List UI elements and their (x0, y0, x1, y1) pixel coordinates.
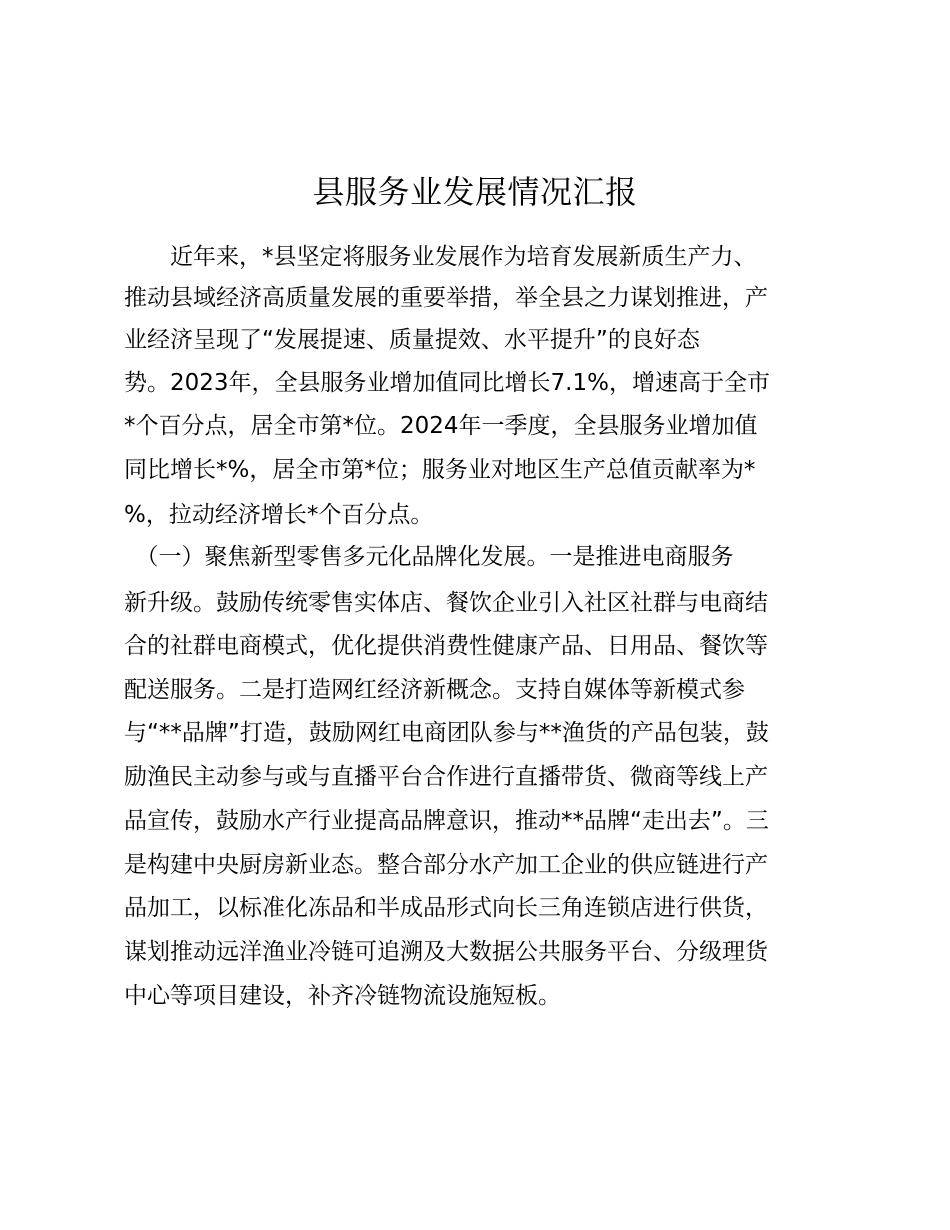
paragraph-line: 是构建中央厨房新业态。整合部分水产加工企业的供应链进行产 (124, 852, 768, 878)
paragraph-line: 同比增长*%，居全市第*位；服务业对地区生产总值贡献率为* (124, 457, 756, 483)
paragraph-line: 与“**品牌”打造，鼓励网红电商团队参与**渔货的产品包装，鼓 (124, 720, 769, 746)
paragraph-line: 新升级。鼓励传统零售实体店、餐饮企业引入社区社群与电商结 (124, 590, 768, 616)
paragraph-line: 势。2023年，全县服务业增加值同比增长7.1%，增速高于全市 (124, 370, 770, 396)
paragraph-line: *个百分点，居全市第*位。2024年一季度，全县服务业增加值 (124, 413, 758, 439)
paragraph-line: 业经济呈现了“发展提速、质量提效、水平提升”的良好态 (124, 327, 700, 353)
paragraph-line: %，拉动经济增长*个百分点。 (124, 502, 434, 528)
paragraph-line: 合的社群电商模式，优化提供消费性健康产品、日用品、餐饮等 (124, 633, 768, 659)
paragraph-line: 近年来，*县坚定将服务业发展作为培育发展新质生产力、 (124, 244, 757, 270)
paragraph-line: （一）聚焦新型零售多元化品牌化发展。一是推进电商服务 (124, 544, 734, 570)
document-title: 县服务业发展情况汇报 (312, 173, 638, 211)
paragraph-line: 中心等项目建设，补齐冷链物流设施短板。 (124, 983, 561, 1009)
paragraph-line: 谋划推动远洋渔业冷链可追溯及大数据公共服务平台、分级理货 (124, 939, 768, 965)
paragraph-line: 配送服务。二是打造网红经济新概念。支持自媒体等新模式参 (124, 677, 745, 703)
paragraph-line: 励渔民主动参与或与直播平台合作进行直播带货、微商等线上产 (124, 764, 768, 790)
paragraph-line: 品宣传，鼓励水产行业提高品牌意识，推动**品牌“走出去”。三 (124, 808, 769, 834)
paragraph-line: 推动县域经济高质量发展的重要举措，举全县之力谋划推进，产 (124, 285, 768, 311)
paragraph-line: 品加工，以标准化冻品和半成品形式向长三角连锁店进行供货， (124, 895, 768, 921)
